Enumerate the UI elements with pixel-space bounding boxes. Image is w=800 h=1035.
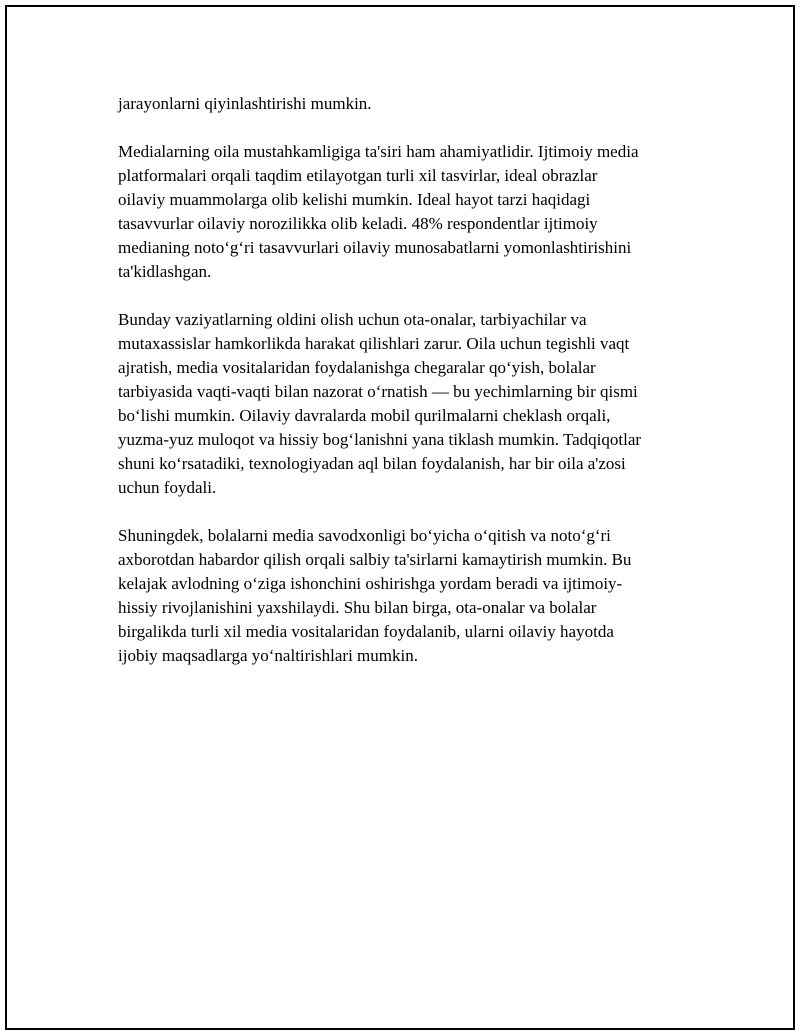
document-body bbox=[118, 92, 698, 692]
paragraph-prevention: Bunday vaziyatlarning oldini olish uchun ota-onalar, tarbiyachilar va mutaxassislar hamkorlikda harakat qilishlari zarur. Oila uchun tegishli vaqt ajratish, media vositalaridan foydalanishga chegaralar qo‘yish, bolalar tarbiyasida vaqti-vaqti bilan nazorat o‘rnatish — bu yechimlarning bir qismi bo‘lishi mumkin. Oilaviy davralarda mobil qurilmalarni cheklash orqali, yuzma-yuz muloqot va hissiy bog‘lanishni yana tiklash mumkin. Tadqiqotlar shuni ko‘rsatadiki, texnologiyadan aql bilan foydalanish, har bir oila a'zosi uchun foydali. bbox=[118, 310, 642, 497]
paragraph-media-literacy: Shuningdek, bolalarni media savodxonligi bo‘yicha o‘qitish va noto‘g‘ri axborotdan habardor qilish orqali salbiy ta'sirlarni kamaytirish mumkin. Bu kelajak avlodning o‘ziga ishonchini oshirishga yordam beradi va ijtimoiy- hissiy rivojlanishini yaxshilaydi. Shu bilan birga, ota-onalar va bolalar birgalikda turli xil media vositalaridan foydalanib, ularni oilaviy hayotda ijobiy maqsadlarga yo‘naltirishlari mumkin. bbox=[118, 526, 632, 665]
paragraph-media-influence: Medialarning oila mustahkamligiga ta'siri ham ahamiyatlidir. Ijtimoiy media platformalari orqali taqdim etilayotgan turli xil tasvirlar, ideal obrazlar oilaviy muammolarga olib kelishi mumkin. Ideal hayot tarzi haqidagi tasavvurlar oilaviy norozilikka olib keladi. 48% respondentlar ijtimoiy medianing noto‘g‘ri tasavvurlari oilaviy munosabatlarni yomonlashtirishini ta'kidlashgan. bbox=[118, 142, 639, 281]
paragraph-continuation: jarayonlarni qiyinlashtirishi mumkin. bbox=[118, 94, 372, 113]
